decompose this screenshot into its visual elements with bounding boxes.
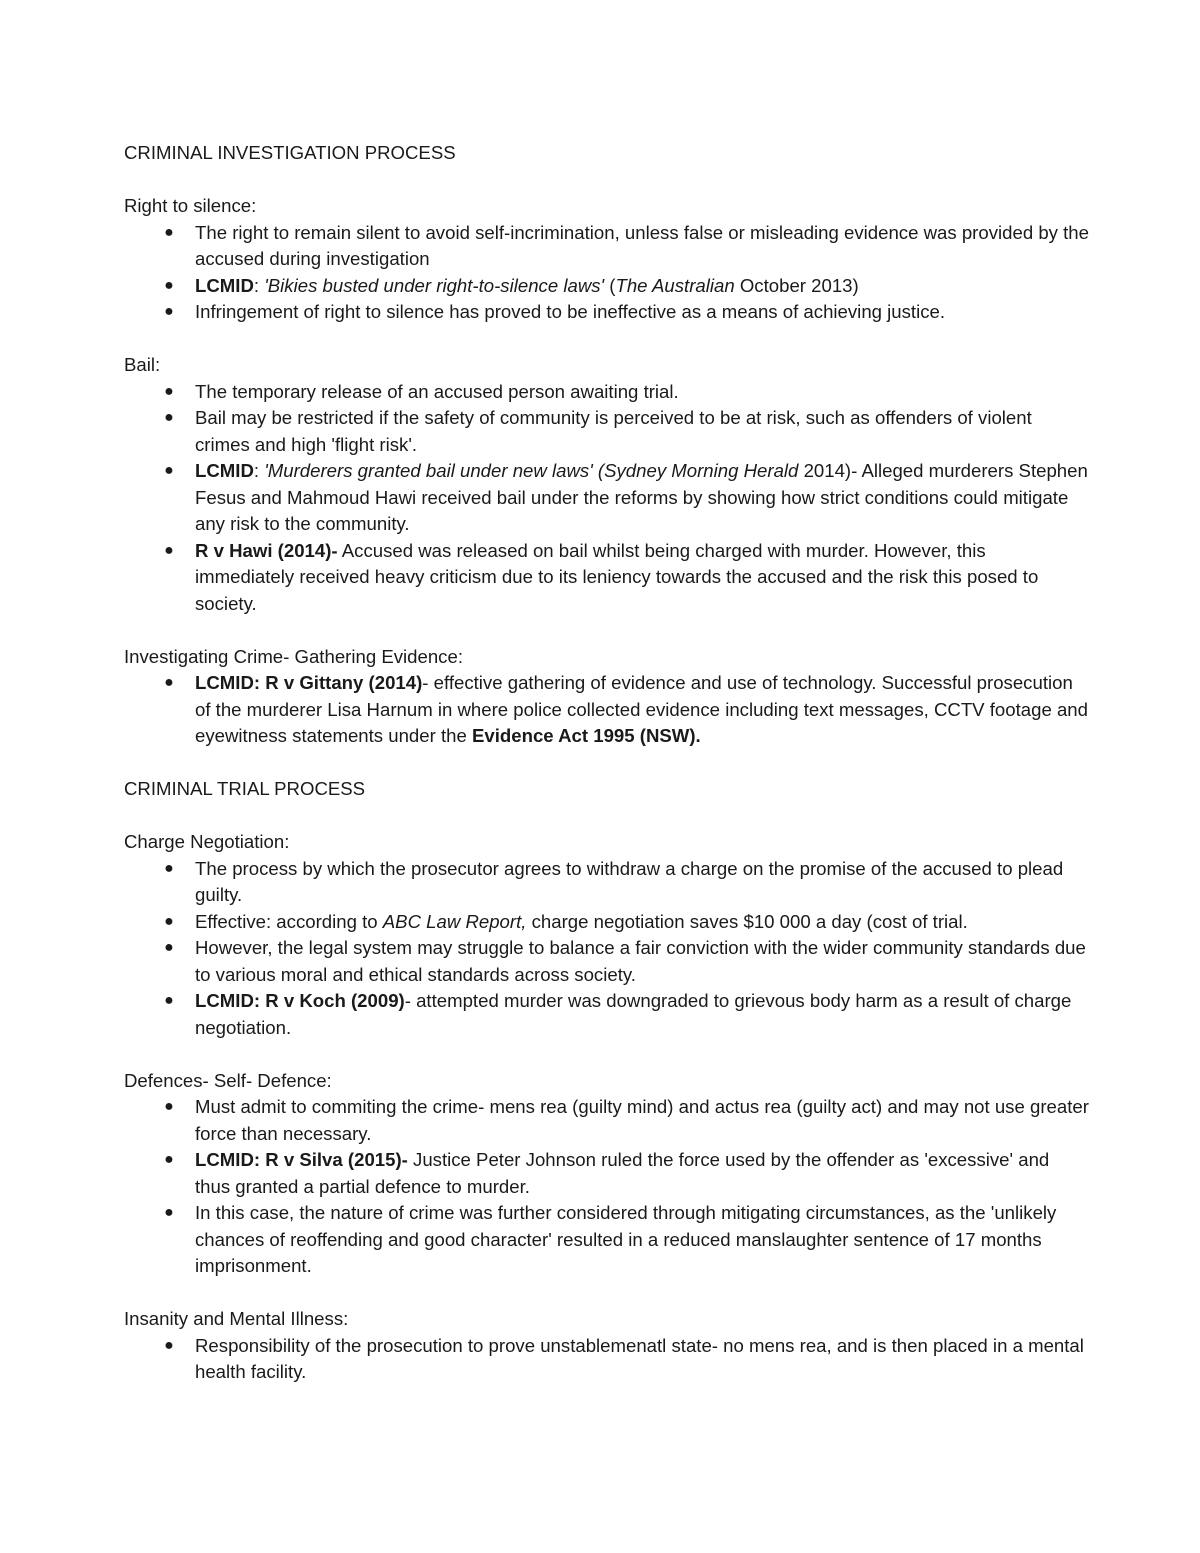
bullet-icon: ●	[164, 674, 174, 691]
list-item	[124, 405, 1089, 458]
list-item	[124, 909, 1089, 936]
list-item	[124, 1333, 1089, 1386]
list-item	[124, 1200, 1089, 1280]
bullet-icon: ●	[164, 462, 174, 479]
list-item	[124, 856, 1089, 909]
bullet-icon: ●	[164, 939, 174, 956]
bullet-icon: ●	[164, 912, 174, 930]
item-italic: The Australian	[615, 274, 735, 296]
bullet-icon: ●	[164, 541, 174, 559]
bullet-icon: ●	[164, 1204, 174, 1221]
document-page	[124, 140, 1089, 1412]
item-text: - effective gathering of evidence and use of technology. Successful prosecution of the murderer Lisa Harnum in where police collected evidence including text messages, CCTV footage and eyewitness statements under the	[195, 672, 1088, 746]
item-text: :	[253, 274, 265, 296]
heading-investigation: CRIMINAL INVESTIGATION PROCESS	[124, 142, 456, 163]
item-text: Infringement of right to silence has proved to be ineffective as a means of achieving justice.	[195, 301, 946, 322]
item-text: The temporary release of an accused person awaiting trial.	[195, 380, 679, 402]
list-item	[124, 273, 1089, 300]
list-item	[124, 538, 1089, 618]
list-self-defence	[124, 1094, 1089, 1280]
item-text: Accused was released on bail whilst being charged with murder. However, this immediately received heavy criticism due to its leniency towards the accused and the risk this posed to society.	[195, 539, 1039, 614]
item-text: However, the legal system may struggle to balance a fair conviction with the wider community standards due to various moral and ethical standards across society.	[195, 937, 1086, 985]
item-bold: LCMID	[195, 460, 254, 481]
section-label-right-to-silence: Right to silence:	[124, 195, 257, 216]
item-text: Must admit to commiting the crime- mens rea (guilty mind) and actus rea (guilty act) and may not use greater force than necessary.	[195, 1096, 1089, 1144]
list-item	[124, 458, 1089, 538]
item-bold: LCMID: R v Koch (2009)	[195, 990, 405, 1011]
item-text: Responsibility of the prosecution to prove unstablemenatl state- no mens rea, and is then placed in a mental health facility.	[195, 1334, 1084, 1382]
bullet-icon: ●	[164, 992, 174, 1009]
list-item	[124, 935, 1089, 988]
list-charge-negotiation	[124, 856, 1089, 1042]
list-item	[124, 1094, 1089, 1147]
section-label-self-defence: Defences- Self- Defence:	[124, 1069, 332, 1091]
bullet-icon: ●	[164, 276, 174, 294]
item-bold: LCMID	[195, 274, 254, 296]
list-right-to-silence	[124, 220, 1089, 326]
list-bail	[124, 379, 1089, 618]
item-italic: 'Bikies busted under right-to-silence laws'	[264, 274, 605, 296]
item-italic: 'Murderers granted bail under new laws' (Sydney Morning Herald	[264, 460, 799, 481]
item-bold: LCMID: R v Silva (2015)-	[195, 1149, 408, 1170]
bullet-icon: ●	[164, 1098, 174, 1115]
bullet-icon: ●	[164, 1151, 174, 1168]
item-text: The process by which the prosecutor agrees to withdraw a charge on the promise of the accused to plead guilty.	[195, 857, 1064, 905]
list-item	[124, 1147, 1089, 1200]
section-label-insanity: Insanity and Mental Illness:	[124, 1308, 349, 1329]
item-text: charge negotiation saves $10 000 a day (cost of trial.	[526, 910, 968, 932]
list-insanity	[124, 1333, 1089, 1386]
item-text: The right to remain silent to avoid self-incrimination, unless false or misleading evidence was provided by the accused during investigation	[195, 221, 1089, 269]
list-item	[124, 299, 1089, 326]
item-bold: LCMID: R v Gittany (2014)	[195, 672, 423, 693]
list-item	[124, 670, 1089, 750]
list-item	[124, 988, 1089, 1041]
list-investigating	[124, 670, 1089, 750]
item-text: :	[253, 460, 265, 481]
section-label-bail: Bail:	[124, 354, 161, 375]
bullet-icon: ●	[164, 859, 174, 877]
item-bold: R v Hawi (2014)-	[195, 539, 338, 561]
item-text: October 2013)	[734, 274, 859, 296]
item-text: Effective: according to	[195, 910, 383, 932]
bullet-icon: ●	[164, 1336, 174, 1354]
item-text: 2014)- Alleged murderers Stephen Fesus and Mahmoud Hawi received bail under the reforms by showing how strict conditions could mitigate any risk to the community.	[195, 460, 1088, 534]
item-bold: Evidence Act 1995 (NSW).	[472, 725, 701, 746]
item-text: Bail may be restricted if the safety of community is perceived to be at risk, such as offenders of violent crimes and high 'flight risk'.	[195, 407, 1032, 455]
bullet-icon: ●	[164, 223, 174, 241]
list-item	[124, 379, 1089, 406]
bullet-icon: ●	[164, 303, 174, 320]
item-text: Justice Peter Johnson ruled the force used by the offender as 'excessive' and thus granted a partial defence to murder.	[195, 1149, 1050, 1197]
section-label-charge-negotiation: Charge Negotiation:	[124, 831, 290, 852]
heading-trial: CRIMINAL TRIAL PROCESS	[124, 778, 366, 799]
item-italic: ABC Law Report,	[382, 910, 527, 932]
item-text: In this case, the nature of crime was further considered through mitigating circumstances, as the 'unlikely chances of reoffending and good character' resulted in a reduced manslaughter sentence of 17 months imprisonment.	[195, 1202, 1057, 1276]
section-label-investigating: Investigating Crime- Gathering Evidence:	[124, 645, 463, 667]
bullet-icon: ●	[164, 382, 174, 400]
list-item	[124, 220, 1089, 273]
bullet-icon: ●	[164, 409, 174, 426]
item-text: - attempted murder was downgraded to grievous body harm as a result of charge negotiation.	[195, 990, 1072, 1038]
item-text: (	[604, 274, 616, 296]
